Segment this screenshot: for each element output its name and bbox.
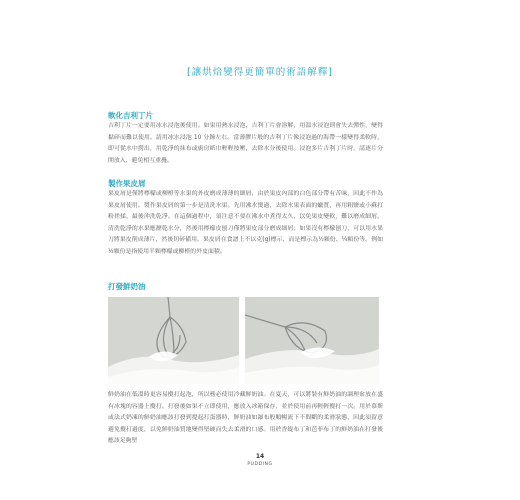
section-body-zest: 果皮屑是僅將檸檬或柳橙等水果的外皮磨成薄薄的細屑，由於果皮內部的白色部分帶有苦味，因此不作為果皮屑使用。製作果皮屑的第一步是清洗水果。先用沸水燙過，去除水果表面的蠟質，再用粗鹽或小蘇打粉搓揉，最後沖洗乾淨。在這個過程中，須注意不要在沸水中煮得太久，以免果皮變軟，難以磨成細屑。清洗乾淨的水果應瀝乾水分，然後用檸檬皮刨刀僅將果皮部分磨成細屑；如果沒有檸檬刨刀，可以用水果刀將果皮削成薄片，然後切碎備用。果皮屑在食譜上不以克(g)標示，而是標示為½顆份、¼顆份等。例如½顆份是指使用半顆檸檬或柳橙的外皮面積。 — [108, 191, 383, 255]
page-number: 14 — [255, 453, 265, 460]
section-heading-cream: 打發鮮奶油 — [108, 282, 146, 291]
whisk-in-cream-photo-right — [245, 297, 379, 384]
section-heading-gelatin: 軟化吉利丁片 — [108, 111, 153, 120]
page-title: [讓烘焙變得更簡單的術語解釋] — [187, 67, 333, 78]
section-body-gelatin: 吉利丁片一定要用冰水浸泡後使用。如果用熱水浸泡，吉利丁片會溶解，用溫水浸泡則會失去彈性，變得黏碎而難以使用。請用冰水浸泡 10 分鐘左右。當薄膠片般的吉利丁片像浸泡過的海帶一樣變得柔軟時，即可從水中撈出，用乾淨的抹布或廚房紙巾輕輕按壓，去除水分後使用。浸泡多片吉利丁片時，請逐片分開放入，避免相互重疊。 — [108, 123, 383, 164]
section-heading-zest: 製作果皮屑 — [108, 179, 146, 188]
section-body-cream: 鮮奶油在低溫時更容易攪打起泡，所以務必使用冷藏鮮奶油。在夏天，可以將裝有鮮奶油的調理盆放在盛有冰塊的容器上攪打。打發後如果不立即使用，應放入冰箱保存，並於使用前再輕輕攪打一次。用於慕斯或法式奶凍的鮮奶油應該打發到提起打蛋器時，鮮奶油如瀑布般順暢流下不間斷的柔滑狀態，因此須留意避免攪打過度，以免鮮奶油質地變得堅硬而失去柔滑的口感。用於香緹布丁和芭菲布丁的鮮奶油在打發後應該足夠堅 — [108, 392, 383, 445]
running-footer: PUDDING — [247, 462, 273, 467]
whisk-in-cream-photo-left — [108, 297, 239, 384]
